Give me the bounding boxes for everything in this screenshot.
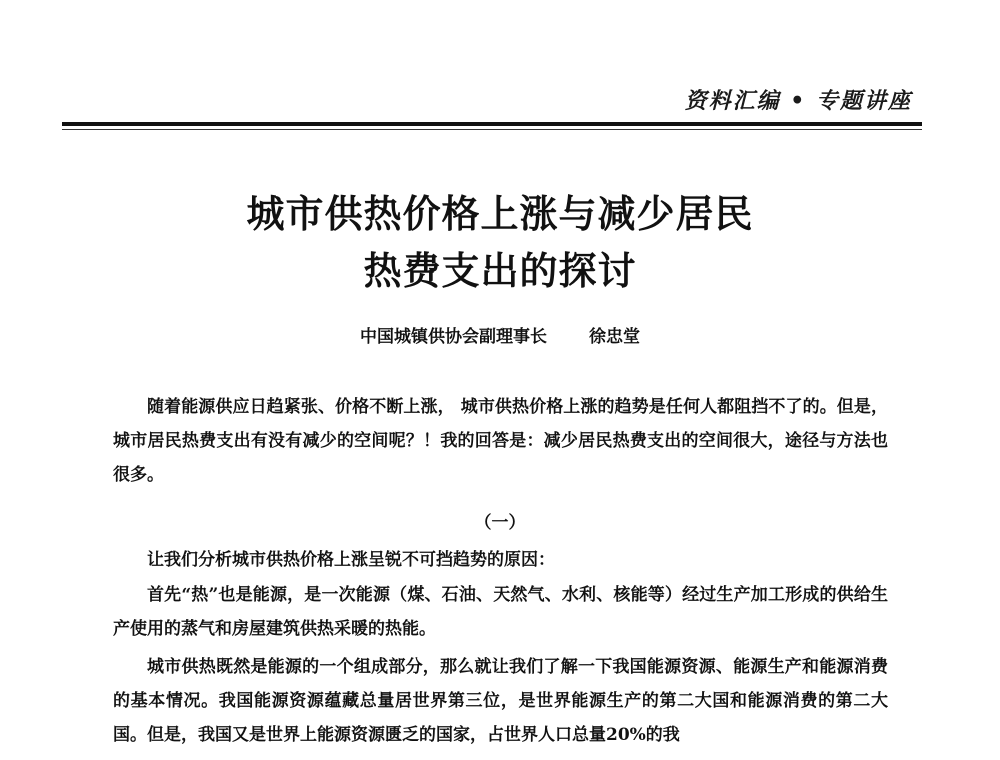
paragraph-intro: 随着能源供应日趋紧张、价格不断上涨， 城市供热价格上涨的趋势是任何人都阻挡不了的。但是，城市居民热费支出有没有减少的空间呢？！我的回答是：减少居民热费支出的空间很大，途径与方法也很多。 [113,397,888,485]
paragraph-analysis-intro: 让我们分析城市供热价格上涨呈锐不可挡趋势的原因： [147,550,555,570]
paragraph-energy-resources: 城市供热既然是能源的一个组成部分，那么就让我们了解一下我国能源资源、能源生产和能源消费的基本情况。我国能源资源蕴藏总量居世界第三位，是世界能源生产的第二大国和能源消费的第二大国。但是，我国又是世界上能源资源匮乏的国家，占世界人口总量20%的我 [113,657,888,745]
section-heading: （一） [474,513,526,533]
author-affiliation: 中国城镇供协会副理事长 [360,327,547,347]
header-rule-thin [62,129,922,130]
header-rule-thick [62,122,922,126]
paragraph-heat-energy: 首先“热”也是能源，是一次能源（煤、石油、天然气、水利、核能等）经过生产加工形成的供给生产使用的蒸气和房屋建筑供热采暖的热能。 [113,585,888,639]
article-title-line2: 热费支出的探讨 [363,248,637,293]
author-name: 徐忠堂 [589,327,640,347]
section-header-label: 资料汇编 • 专题讲座 [684,88,912,114]
byline [100,322,900,347]
article-title-line1: 城市供热价格上涨与减少居民 [246,191,754,236]
